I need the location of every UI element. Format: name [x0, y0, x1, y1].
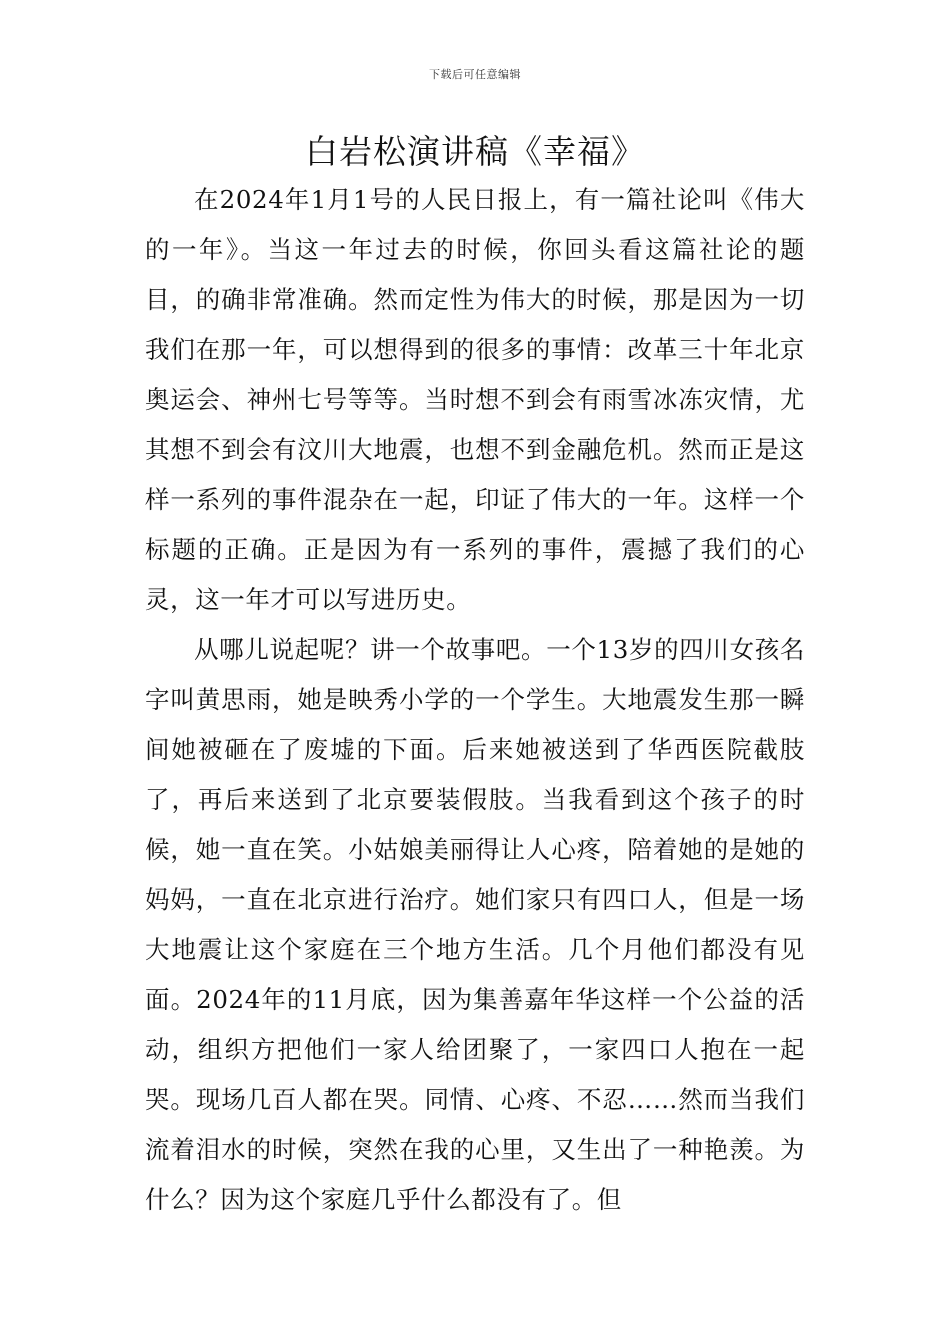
paragraph-2: 从哪儿说起呢？讲一个故事吧。一个13岁的四川女孩名字叫黄思雨，她是映秀小学的一个学生。大地震发生那一瞬间她被砸在了废墟的下面。后来她被送到了华西医院截肢了，再后来送到了北京要装假肢。当我看到这个孩子的时候，她一直在笑。小姑娘美丽得让人心疼，陪着她的是她的妈妈，一直在北京进行治疗。她们家只有四口人，但是一场大地震让这个家庭在三个地方生活。几个月他们都没有见面。2024年的11月底，因为集善嘉年华这样一个公益的活动，组织方把他们一家人给团聚了，一家四口人抱在一起哭。现场几百人都在哭。同情、心疼、不忍……然而当我们流着泪水的时候，突然在我的心里，又生出了一种艳羡。为什么？因为这个家庭几乎什么都没有了。但 [145, 635, 805, 1214]
document-title: 白岩松演讲稿《幸福》 [305, 132, 645, 171]
document-body [145, 175, 805, 1225]
paragraph-1: 在2024年1月1号的人民日报上，有一篇社论叫《伟大的一年》。当这一年过去的时候，你回头看这篇社论的题目，的确非常准确。然而定性为伟大的时候，那是因为一切我们在那一年，可以想得到的很多的事情：改革三十年北京奥运会、神州七号等等。当时想不到会有雨雪冰冻灾情，尤其想不到会有汶川大地震，也想不到金融危机。然而正是这样一系列的事件混杂在一起，印证了伟大的一年。这样一个标题的正确。正是因为有一系列的事件，震撼了我们的心灵，这一年才可以写进历史。 [145, 185, 805, 614]
header-note: 下载后可任意编辑 [429, 68, 521, 81]
